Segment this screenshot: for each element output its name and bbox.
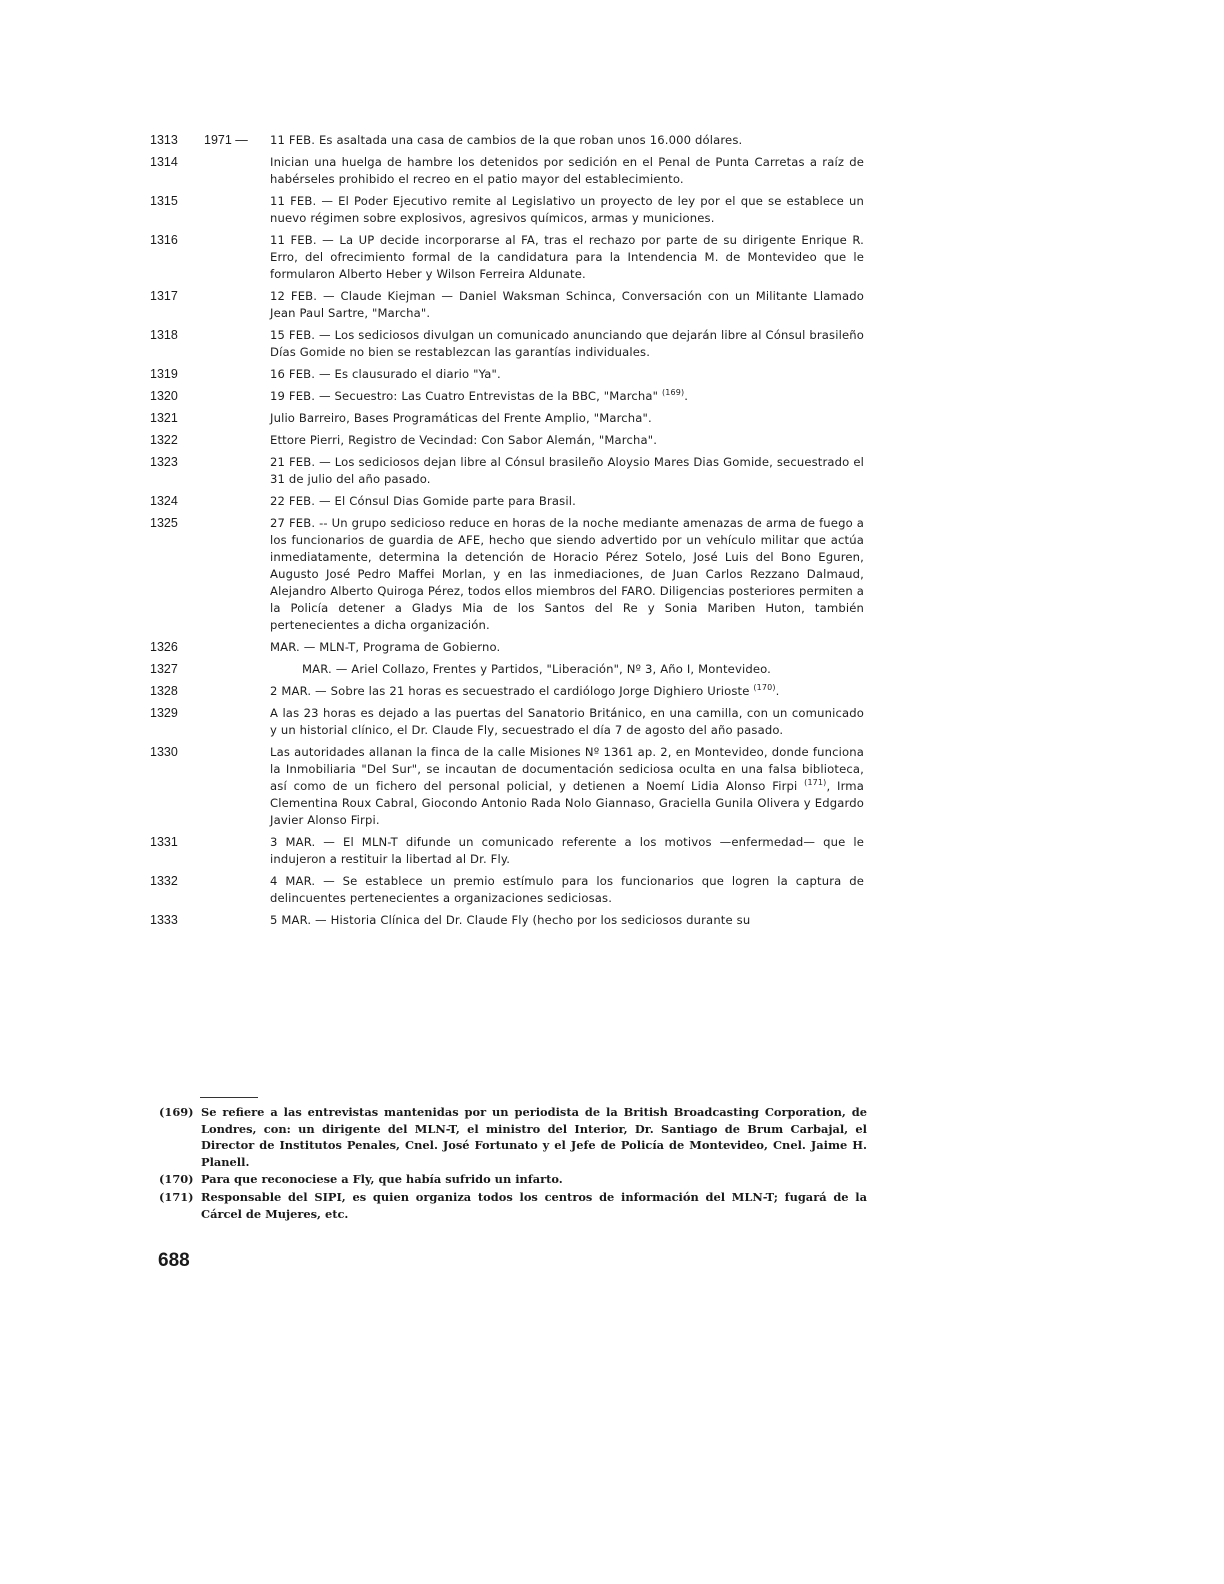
entry-text-main: Inician una huelga de hambre los detenidos por sedición en el Penal de Punta Carretas a raíz de habérseles prohibido el recreo en el patio mayor del establecimiento. — [270, 155, 864, 186]
entry-text — [270, 493, 864, 510]
footnote-number: (171) — [159, 1189, 194, 1204]
entry-text — [270, 661, 864, 678]
entry-number: 1326 — [150, 640, 178, 654]
entry-text-main: MAR. — Ariel Collazo, Frentes y Partidos, "Liberación", Nº 3, Año I, Montevideo. — [302, 662, 772, 676]
entry-text-main: 5 MAR. — Historia Clínica del Dr. Claude Fly (hecho por los sediciosos durante su — [270, 913, 751, 927]
entry-text — [270, 744, 864, 829]
entry-row — [150, 661, 870, 678]
footnote-reference: (169) — [661, 388, 685, 398]
footnote-divider — [200, 1097, 258, 1098]
footnote-number: (170) — [159, 1172, 194, 1187]
entry-row — [150, 744, 870, 829]
entry-number: 1333 — [150, 913, 178, 927]
entry-text — [270, 193, 864, 227]
entry-number: 1315 — [150, 194, 178, 208]
entry-text — [270, 366, 864, 383]
footnote — [159, 1171, 867, 1188]
entry-text-main: MAR. — MLN-T, Programa de Gobierno. — [270, 640, 501, 654]
footnotes — [159, 1104, 867, 1223]
entry-text-main: 11 FEB. Es asaltada una casa de cambios de la que roban unos 16.000 dólares. — [270, 133, 743, 147]
entry-text — [270, 834, 864, 868]
entry-row — [150, 705, 870, 739]
entry-number: 1325 — [150, 516, 178, 530]
entry-text — [270, 327, 864, 361]
entry-number: 1321 — [150, 411, 178, 425]
entry-row — [150, 834, 870, 868]
entry-text-main: Julio Barreiro, Bases Programáticas del Frente Amplio, "Marcha". — [270, 411, 652, 425]
entry-text-main: Las autoridades allanan la finca de la calle Misiones Nº 1361 ap. 2, en Montevideo, donde funciona la Inmobiliaria "Del Sur", se incautan de documentación sediciosa oculta en una falsa biblioteca, así como de un fichero del personal policial, y detienen a Noemí Lidia Alonso Firpi — [270, 745, 864, 793]
entry-text — [270, 288, 864, 322]
entry-number: 1324 — [150, 494, 178, 508]
entry-text — [270, 232, 864, 283]
entry-row — [150, 388, 870, 405]
entry-text — [270, 873, 864, 907]
entry-number: 1331 — [150, 835, 178, 849]
entry-text-tail: . — [775, 684, 780, 698]
footnote-reference: (171) — [804, 778, 827, 788]
footnote-text: Responsable del SIPI, es quien organiza todos los centros de información del MLN-T; fugará de la Cárcel de Mujeres, etc. — [201, 1189, 867, 1221]
entry-text-main: 11 FEB. — El Poder Ejecutivo remite al Legislativo un proyecto de ley por el que se establece un nuevo régimen sobre explosivos, agresivos químicos, armas y municiones. — [270, 194, 864, 225]
entry-number: 1313 — [150, 133, 178, 147]
entry-number: 1319 — [150, 367, 178, 381]
chronology-entries — [150, 132, 870, 934]
entry-number: 1323 — [150, 455, 178, 469]
entry-row — [150, 288, 870, 322]
entry-row — [150, 683, 870, 700]
entry-text-main: 4 MAR. — Se establece un premio estímulo para los funcionarios que logren la captura de delincuentes pertenecientes a organizaciones sediciosas. — [270, 874, 864, 905]
entry-text-main: Ettore Pierri, Registro de Vecindad: Con Sabor Alemán, "Marcha". — [270, 433, 658, 447]
entry-text-tail: , Irma Clementina Roux Cabral, Giocondo Antonio Rada Nolo Giannaso, Graciella Gunila Olivera y Edgardo Javier Alonso Firpi. — [270, 779, 865, 827]
entry-row — [150, 154, 870, 188]
entry-text — [270, 912, 864, 929]
entry-row — [150, 515, 870, 634]
entry-row — [150, 432, 870, 449]
entry-number: 1318 — [150, 328, 178, 342]
entry-text-main: 11 FEB. — La UP decide incorporarse al FA, tras el rechazo por parte de su dirigente Enrique R. Erro, del ofrecimiento formal de la candidatura para la Intendencia M. de Montevideo que le formularon Alberto Heber y Wilson Ferreira Aldunate. — [270, 233, 864, 281]
entry-row — [150, 232, 870, 283]
entry-text — [270, 132, 864, 149]
entry-text-main: 21 FEB. — Los sediciosos dejan libre al Cónsul brasileño Aloysio Mares Dias Gomide, secuestrado el 31 de julio del año pasado. — [270, 455, 864, 486]
entry-text — [270, 639, 864, 656]
entry-text — [270, 515, 864, 634]
footnote — [159, 1104, 867, 1170]
entry-number: 1314 — [150, 155, 178, 169]
entry-number: 1316 — [150, 233, 178, 247]
footnote-text: Se refiere a las entrevistas mantenidas por un periodista de la British Broadcasting Corporation, de Londres, con: un dirigente del MLN-T, el ministro del Interior, Dr. Santiago de Brum Carbajal, el Director de Institutos Penales, Cnel. José Fortunato y el Jefe de Policía de Montevideo, Cnel. Jaime H. Planell. — [201, 1105, 867, 1169]
page-number: 688 — [158, 1250, 190, 1271]
entry-text — [270, 410, 864, 427]
entry-text-main: 3 MAR. — El MLN-T difunde un comunicado referente a los motivos —enfermedad— que le indujeron a restituir la libertad al Dr. Fly. — [270, 835, 864, 866]
entry-text — [270, 388, 864, 405]
entry-number: 1330 — [150, 745, 178, 759]
entry-row — [150, 327, 870, 361]
footnote-text: Para que reconociese a Fly, que había sufrido un infarto. — [201, 1172, 563, 1187]
entry-text-main: 16 FEB. — Es clausurado el diario "Ya". — [270, 367, 501, 381]
entry-number: 1322 — [150, 433, 178, 447]
entry-text-main: 19 FEB. — Secuestro: Las Cuatro Entrevistas de la BBC, "Marcha" — [270, 389, 659, 403]
entry-number: 1328 — [150, 684, 178, 698]
entry-text — [270, 454, 864, 488]
entry-text-main: 2 MAR. — Sobre las 21 horas es secuestrado el cardiólogo Jorge Dighiero Urioste — [270, 684, 750, 698]
footnote — [159, 1189, 867, 1222]
entry-number: 1320 — [150, 389, 178, 403]
entry-text-main: A las 23 horas es dejado a las puertas del Sanatorio Británico, en una camilla, con un comunicado y un historial clínico, el Dr. Claude Fly, secuestrado el día 7 de agosto del año pasado. — [270, 706, 864, 737]
entry-text — [270, 705, 864, 739]
entry-row — [150, 454, 870, 488]
entry-text — [270, 154, 864, 188]
entry-row — [150, 410, 870, 427]
entry-text-main: 27 FEB. -- Un grupo sedicioso reduce en horas de la noche mediante amenazas de arma de fuego a los funcionarios de guardia de AFE, hecho que siendo advertido por un vehículo militar que actúa inmediatamente, determina la detención de Horacio Pérez Sotelo, José Luis del Bono Eguren, Augusto José Pedro Maffei Morlan, y en las inmediaciones, de Juan Carlos Rezzano Dalmaud, Alejandro Alberto Quiroga Pérez, todos ellos miembros del FARO. Diligencias posteriores permiten a la Policía detener a Gladys Mia de los Santos del Re y Sonia Mariben Huton, también pertenecientes a dicha organización. — [270, 516, 864, 632]
footnote-reference: (170) — [753, 683, 776, 693]
entry-text — [270, 432, 864, 449]
entry-row — [150, 912, 870, 929]
entry-row — [150, 132, 870, 149]
entry-row — [150, 366, 870, 383]
entry-text-tail: . — [684, 389, 689, 403]
footnote-number: (169) — [159, 1105, 194, 1119]
entry-number: 1332 — [150, 874, 178, 888]
entry-row — [150, 873, 870, 907]
entry-text — [270, 683, 864, 700]
entry-text-main: 12 FEB. — Claude Kiejman — Daniel Waksman Schinca, Conversación con un Militante Llamado Jean Paul Sartre, "Marcha". — [270, 289, 864, 320]
entry-year: 1971 — — [204, 133, 248, 147]
entry-row — [150, 193, 870, 227]
entry-number: 1317 — [150, 289, 178, 303]
entry-number: 1329 — [150, 706, 178, 720]
entry-number: 1327 — [150, 662, 178, 676]
entry-text-main: 22 FEB. — El Cónsul Dias Gomide parte para Brasil. — [270, 494, 576, 508]
entry-text-main: 15 FEB. — Los sediciosos divulgan un comunicado anunciando que dejarán libre al Cónsul brasileño Días Gomide no bien se restablezcan las garantías individuales. — [270, 328, 864, 359]
entry-row — [150, 493, 870, 510]
entry-row — [150, 639, 870, 656]
